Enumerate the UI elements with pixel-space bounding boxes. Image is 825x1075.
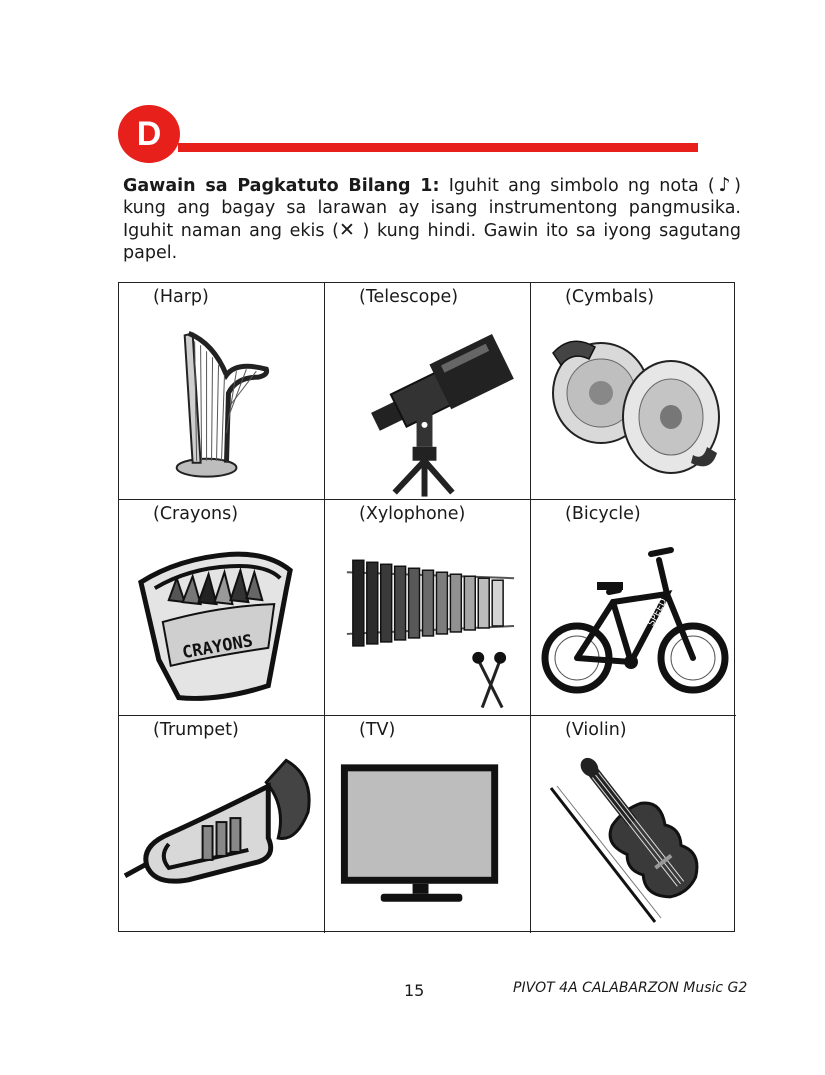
grid-cell-violin — [531, 716, 736, 933]
grid-cell-bicycle — [531, 500, 736, 716]
activity-title: Gawain sa Pagkatuto Bilang 1: — [123, 176, 440, 196]
telescope-icon — [325, 313, 530, 497]
section-badge: D — [118, 105, 180, 163]
instruction-text-3: ) kung hindi. Gawin ito sa iyong sagutang papel. — [123, 221, 741, 263]
crayons-box-icon — [119, 530, 324, 714]
item-label-cymbals: (Cymbals) — [565, 287, 655, 307]
grid-cell-trumpet — [119, 716, 325, 933]
bicycle-icon — [531, 530, 736, 714]
instruction-text-2: ) kung ang bagay sa larawan ay isang instrumentong pangmusika. Iguhit naman ang ekis ( — [123, 176, 741, 241]
item-label-tv: (TV) — [359, 720, 396, 740]
grid-cell-cymbals — [531, 283, 736, 500]
grid-cell-xylophone — [325, 500, 531, 716]
harp-icon — [119, 313, 324, 497]
picture-grid — [118, 282, 735, 932]
page-number: 15 — [404, 981, 425, 1000]
item-label-telescope: (Telescope) — [359, 287, 459, 307]
activity-instructions — [123, 174, 741, 264]
trumpet-icon — [119, 746, 324, 930]
item-label-xylophone: (Xylophone) — [359, 504, 466, 524]
item-label-bicycle: (Bicycle) — [565, 504, 641, 524]
bicycle-frame-text: SPEED — [646, 597, 670, 628]
grid-cell-harp — [119, 283, 325, 500]
item-label-violin: (Violin) — [565, 720, 627, 740]
item-label-trumpet: (Trumpet) — [153, 720, 239, 740]
tv-icon — [325, 746, 530, 930]
grid-cell-tv — [325, 716, 531, 933]
grid-cell-crayons — [119, 500, 325, 716]
item-label-harp: (Harp) — [153, 287, 209, 307]
instruction-text-1: Iguhit ang simbolo ng nota ( — [439, 176, 715, 196]
crayons-box-text: CRAYONS — [180, 630, 255, 663]
item-label-crayons: (Crayons) — [153, 504, 239, 524]
xylophone-icon — [325, 530, 530, 714]
cymbals-icon — [531, 313, 736, 497]
footer-source: PIVOT 4A CALABARZON Music G2 — [513, 980, 748, 996]
music-note-icon: ♪ — [714, 174, 735, 196]
x-mark-icon: ✕ — [339, 219, 355, 241]
grid-cell-telescope — [325, 283, 531, 500]
section-underline — [178, 143, 698, 152]
violin-icon — [531, 746, 736, 930]
